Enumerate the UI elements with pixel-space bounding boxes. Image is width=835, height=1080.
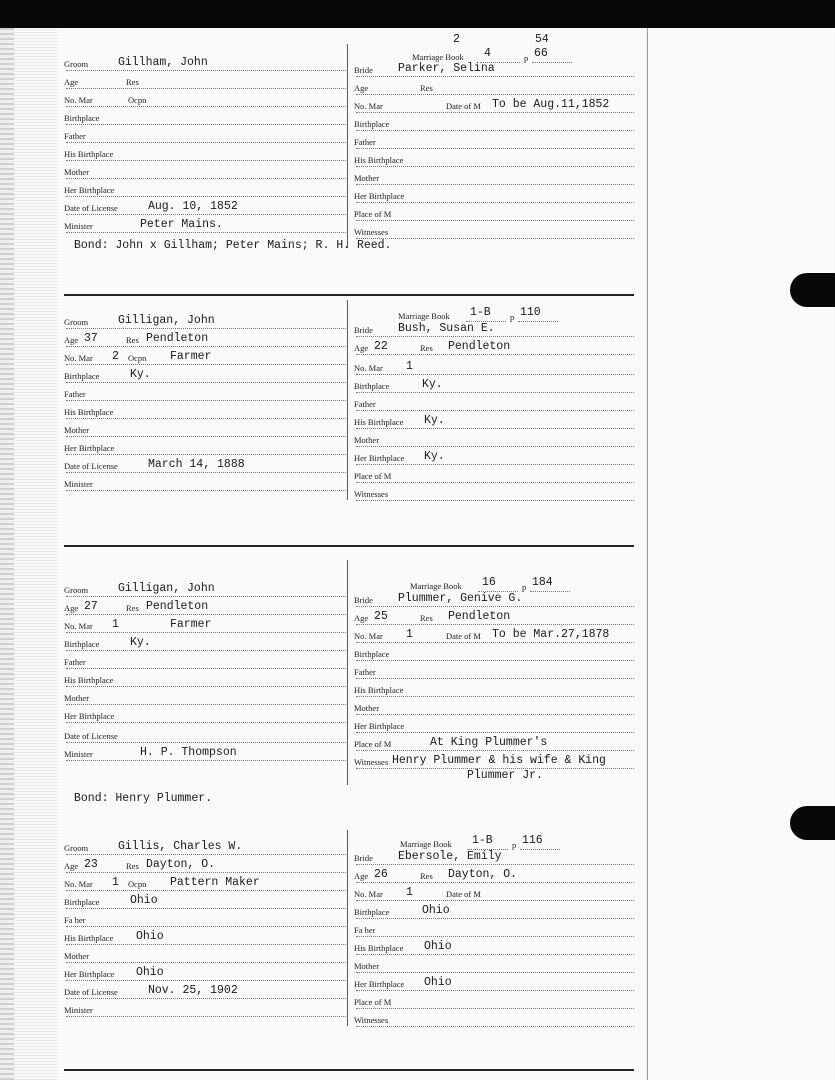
groom-father-label: Father [64, 131, 86, 141]
bride-father-line [356, 936, 634, 937]
place-of-m-label: Place of M [354, 739, 392, 749]
groom-ocpn-label: Ocpn [128, 879, 147, 889]
date-of-license: Nov. 25, 1902 [148, 984, 238, 997]
groom-father-line [66, 400, 346, 401]
groom-res-label: Res [126, 77, 139, 87]
place-of-m-line [356, 750, 634, 751]
date-of-m-label: Date of M [446, 101, 481, 111]
marriage-book-page: 184 [532, 576, 553, 589]
bride-his-birthplace: Ky. [424, 414, 445, 427]
scan-left-edge [0, 28, 14, 1080]
book-superscript: 2 [453, 33, 460, 46]
bride-name: Parker, Selina [398, 62, 495, 75]
bride-no-mar-label: No. Mar [354, 889, 383, 899]
groom-line [66, 70, 346, 71]
witnesses-label: Witnesses [354, 1015, 389, 1025]
date-of-license-line [66, 998, 346, 999]
groom-age-line [66, 88, 346, 89]
groom-name: Gilligan, John [118, 582, 215, 595]
groom-ocpn-label: Ocpn [128, 95, 147, 105]
groom-birthplace-label: Birthplace [64, 371, 100, 381]
bride-his-birthplace-label: His Birthplace [354, 155, 404, 165]
bride-father-label: Father [354, 137, 376, 147]
groom-her-birthplace-label: Her Birthplace [64, 711, 115, 721]
bottom-record-divider [64, 1069, 634, 1071]
bride-his-birthplace: Ohio [424, 940, 452, 953]
minister-label: Minister [64, 221, 93, 231]
groom-line [66, 854, 346, 855]
page-label: p [524, 53, 529, 63]
page-label: p [512, 840, 517, 850]
groom-name: Gillham, John [118, 56, 208, 69]
groom-father-line [66, 142, 346, 143]
bride-age-line [356, 624, 634, 625]
groom-mother-label: Mother [64, 693, 90, 703]
groom-no-mar: 2 [112, 350, 119, 363]
witnesses-continued: Plummer Jr. [467, 769, 543, 782]
groom-birthplace-line [66, 382, 346, 383]
bride-father-line [356, 410, 634, 411]
groom-her-birthplace: Ohio [136, 966, 164, 979]
bride-name: Ebersole, Emily [398, 850, 502, 863]
minister-label: Minister [64, 749, 93, 759]
bride-his-birthplace-line [356, 166, 634, 167]
groom-residence: Pendleton [146, 600, 209, 613]
bride-residence: Pendleton [448, 610, 511, 623]
bride-father-line [356, 148, 634, 149]
bride-label: Bride [354, 853, 373, 863]
place-of-m-line [356, 220, 634, 221]
bride-res-label: Res [420, 613, 433, 623]
groom-age-line [66, 872, 346, 873]
place-of-m-label: Place of M [354, 209, 392, 219]
bride-birthplace-label: Birthplace [354, 907, 390, 917]
witnesses-line [356, 500, 634, 501]
bride-no-mar: 1 [406, 886, 413, 899]
bride-res-label: Res [420, 83, 433, 93]
punch-hole-top [790, 273, 835, 307]
groom-her-birthplace-line [66, 196, 346, 197]
punch-hole-bottom [790, 806, 835, 840]
bride-no-mar-line [356, 374, 634, 375]
groom-father-line [66, 926, 346, 927]
bride-his-birthplace-label: His Birthplace [354, 943, 404, 953]
groom-her-birthplace-line [66, 454, 346, 455]
bond-note: Bond: John x Gillham; Peter Mains; R. H. Reed. [74, 239, 392, 252]
bride-age-line [356, 94, 634, 95]
bride-line [356, 76, 634, 77]
bride-no-mar: 1 [406, 628, 413, 641]
index-card-sheet [14, 28, 835, 1080]
groom-age: 27 [84, 600, 98, 613]
minister-name: Peter Mains. [140, 218, 223, 231]
groom-name: Gilligan, John [118, 314, 215, 327]
groom-father-label: Father [64, 657, 86, 667]
groom-his-birthplace-line [66, 944, 346, 945]
bride-her-birthplace-label: Her Birthplace [354, 453, 405, 463]
groom-mother-line [66, 704, 346, 705]
marriage-book-number: 1-B [470, 306, 491, 319]
groom-occupation: Farmer [170, 618, 212, 631]
groom-birthplace-line [66, 908, 346, 909]
groom-her-birthplace-label: Her Birthplace [64, 969, 115, 979]
groom-father-label: Father [64, 389, 86, 399]
page-label: p [510, 312, 515, 322]
groom-label: Groom [64, 317, 89, 327]
page-line [532, 62, 572, 63]
bride-her-birthplace: Ohio [424, 976, 452, 989]
groom-birthplace-label: Birthplace [64, 897, 100, 907]
place-of-m-label: Place of M [354, 997, 392, 1007]
bride-label: Bride [354, 65, 373, 75]
groom-ocpn-label: Ocpn [128, 353, 147, 363]
groom-birthplace: Ohio [130, 894, 158, 907]
bond-note: Bond: Henry Plummer. [74, 792, 213, 805]
groom-his-birthplace-label: His Birthplace [64, 407, 114, 417]
groom-no-mar-line [66, 106, 346, 107]
bride-mother-line [356, 972, 634, 973]
minister-line [66, 232, 346, 233]
sheet-fold-line [647, 28, 648, 1080]
groom-mother-line [66, 962, 346, 963]
groom-father-label: Fa her [64, 915, 86, 925]
date-of-license-label: Date of License [64, 461, 118, 471]
bride-birthplace-label: Birthplace [354, 381, 390, 391]
bride-mother-label: Mother [354, 703, 380, 713]
bride-birthplace-label: Birthplace [354, 649, 390, 659]
record-column-divider [347, 300, 348, 500]
groom-line [66, 596, 346, 597]
groom-res-label: Res [126, 861, 139, 871]
groom-her-birthplace-line [66, 980, 346, 981]
bride-birthplace-label: Birthplace [354, 119, 390, 129]
witnesses-label: Witnesses [354, 227, 389, 237]
witnesses-line [356, 238, 634, 239]
witnesses-line [356, 1026, 634, 1027]
minister-name: H. P. Thompson [140, 746, 237, 759]
bride-res-label: Res [420, 343, 433, 353]
bride-birthplace-line [356, 130, 634, 131]
groom-mother-line [66, 178, 346, 179]
place-of-m-label: Place of M [354, 471, 392, 481]
groom-his-birthplace-label: His Birthplace [64, 149, 114, 159]
groom-his-birthplace-label: His Birthplace [64, 675, 114, 685]
groom-no-mar-label: No. Mar [64, 95, 93, 105]
groom-residence: Pendleton [146, 332, 209, 345]
date-of-license-label: Date of License [64, 731, 118, 741]
groom-no-mar-line [66, 890, 346, 891]
bride-age: 26 [374, 868, 388, 881]
bride-father-label: Father [354, 399, 376, 409]
bride-age-label: Age [354, 871, 369, 881]
bride-birthplace-line [356, 918, 634, 919]
place-of-m-line [356, 482, 634, 483]
bride-birthplace: Ky. [422, 378, 443, 391]
groom-res-label: Res [126, 603, 139, 613]
record-column-divider [347, 560, 348, 785]
bride-line [356, 606, 634, 607]
date-of-license-line [66, 472, 346, 473]
groom-father-line [66, 668, 346, 669]
witnesses-label: Witnesses [354, 757, 389, 767]
bride-res-label: Res [420, 871, 433, 881]
bride-mother-line [356, 184, 634, 185]
minister-label: Minister [64, 479, 93, 489]
groom-his-birthplace-line [66, 686, 346, 687]
bride-age-label: Age [354, 613, 369, 623]
date-of-license-line [66, 214, 346, 215]
marriage-book-label: Marriage Book [398, 311, 450, 321]
date-of-license-label: Date of License [64, 987, 118, 997]
date-of-m-label: Date of M [446, 889, 481, 899]
groom-his-birthplace-label: His Birthplace [64, 933, 114, 943]
marriage-book-number: 4 [484, 47, 491, 60]
groom-mother-label: Mother [64, 425, 90, 435]
groom-birthplace-label: Birthplace [64, 113, 100, 123]
bride-mother-line [356, 446, 634, 447]
page-line [518, 321, 558, 322]
bride-her-birthplace-line [356, 732, 634, 733]
witnesses-label: Witnesses [354, 489, 389, 499]
groom-age-line [66, 614, 346, 615]
groom-his-birthplace: Ohio [136, 930, 164, 943]
bride-no-mar-label: No. Mar [354, 631, 383, 641]
place-of-marriage: At King Plummer's [430, 736, 548, 749]
minister-line [66, 760, 346, 761]
groom-mother-label: Mother [64, 951, 90, 961]
bride-age-line [356, 882, 634, 883]
groom-line [66, 328, 346, 329]
record-divider [64, 294, 634, 296]
bride-residence: Pendleton [448, 340, 511, 353]
minister-line [66, 1016, 346, 1017]
marriage-book-page: 66 [534, 47, 548, 60]
groom-no-mar-label: No. Mar [64, 879, 93, 889]
bride-no-mar-label: No. Mar [354, 101, 383, 111]
groom-her-birthplace-label: Her Birthplace [64, 443, 115, 453]
bride-father-line [356, 678, 634, 679]
groom-no-mar-line [66, 632, 346, 633]
bride-father-label: Fa her [354, 925, 376, 935]
bride-line [356, 336, 634, 337]
bride-label: Bride [354, 325, 373, 335]
bride-her-birthplace-label: Her Birthplace [354, 191, 405, 201]
groom-no-mar: 1 [112, 618, 119, 631]
bride-mother-line [356, 714, 634, 715]
groom-age-label: Age [64, 335, 79, 345]
record-column-divider [347, 830, 348, 1026]
groom-age: 23 [84, 858, 98, 871]
groom-mother-line [66, 436, 346, 437]
minister-label: Minister [64, 1005, 93, 1015]
groom-label: Groom [64, 843, 89, 853]
date-of-m-label: Date of M [446, 631, 481, 641]
groom-age-label: Age [64, 77, 79, 87]
bride-his-birthplace-line [356, 696, 634, 697]
witnesses: Henry Plummer & his wife & King [392, 754, 606, 767]
groom-label: Groom [64, 59, 89, 69]
groom-label: Groom [64, 585, 89, 595]
bride-his-birthplace-label: His Birthplace [354, 417, 404, 427]
groom-birthplace-line [66, 124, 346, 125]
bride-her-birthplace: Ky. [424, 450, 445, 463]
bride-line [356, 864, 634, 865]
bride-birthplace-line [356, 660, 634, 661]
scan-top-border [0, 0, 835, 28]
groom-occupation: Farmer [170, 350, 212, 363]
groom-age: 37 [84, 332, 98, 345]
marriage-book-page: 110 [520, 306, 541, 319]
bride-no-mar-line [356, 900, 634, 901]
date-of-marriage: To be Aug.11,1852 [492, 98, 610, 111]
page-label: p [522, 582, 527, 592]
groom-no-mar: 1 [112, 876, 119, 889]
groom-age-line [66, 346, 346, 347]
date-of-license-label: Date of License [64, 203, 118, 213]
groom-no-mar-label: No. Mar [64, 621, 93, 631]
groom-his-birthplace-line [66, 160, 346, 161]
date-of-license-line [66, 742, 346, 743]
marriage-book-label: Marriage Book [412, 52, 464, 62]
place-of-m-line [356, 1008, 634, 1009]
bride-age-label: Age [354, 83, 369, 93]
bride-her-birthplace-line [356, 990, 634, 991]
date-of-license: Aug. 10, 1852 [148, 200, 238, 213]
page-line [530, 591, 570, 592]
groom-his-birthplace-line [66, 418, 346, 419]
groom-birthplace: Ky. [130, 368, 151, 381]
page-superscript: 54 [535, 33, 549, 46]
groom-no-mar-label: No. Mar [64, 353, 93, 363]
date-of-license: March 14, 1888 [148, 458, 245, 471]
groom-age-label: Age [64, 603, 79, 613]
record-column-divider [347, 44, 348, 248]
groom-name: Gillis, Charles W. [118, 840, 243, 853]
page-line [520, 849, 560, 850]
bride-name: Bush, Susan E. [398, 322, 495, 335]
bride-her-birthplace-line [356, 464, 634, 465]
marriage-book-number: 1-B [472, 834, 493, 847]
bride-mother-label: Mother [354, 435, 380, 445]
groom-birthplace-line [66, 650, 346, 651]
marriage-book-label: Marriage Book [400, 839, 452, 849]
bride-no-mar-label: No. Mar [354, 363, 383, 373]
bride-father-label: Father [354, 667, 376, 677]
date-of-marriage: To be Mar.27,1878 [492, 628, 610, 641]
bride-no-mar: 1 [406, 360, 413, 373]
groom-birthplace: Ky. [130, 636, 151, 649]
bride-birthplace: Ohio [422, 904, 450, 917]
groom-birthplace-label: Birthplace [64, 639, 100, 649]
bride-mother-label: Mother [354, 173, 380, 183]
bride-his-birthplace-label: His Birthplace [354, 685, 404, 695]
bride-no-mar-line [356, 112, 634, 113]
binding-shadow [14, 28, 58, 1080]
groom-no-mar-line [66, 364, 346, 365]
bride-age: 25 [374, 610, 388, 623]
groom-mother-label: Mother [64, 167, 90, 177]
groom-her-birthplace-line [66, 722, 346, 723]
groom-occupation: Pattern Maker [170, 876, 260, 889]
bride-her-birthplace-label: Her Birthplace [354, 721, 405, 731]
bride-her-birthplace-line [356, 202, 634, 203]
groom-residence: Dayton, O. [146, 858, 216, 871]
bride-his-birthplace-line [356, 954, 634, 955]
record-divider [64, 545, 634, 547]
bride-age: 22 [374, 340, 388, 353]
marriage-book-label: Marriage Book [410, 581, 462, 591]
bride-her-birthplace-label: Her Birthplace [354, 979, 405, 989]
bride-birthplace-line [356, 392, 634, 393]
bride-no-mar-line [356, 642, 634, 643]
bride-residence: Dayton, O. [448, 868, 518, 881]
bride-label: Bride [354, 595, 373, 605]
marriage-book-number: 16 [482, 576, 496, 589]
bride-name: Plummer, Genive G. [398, 592, 523, 605]
groom-age-label: Age [64, 861, 79, 871]
groom-her-birthplace-label: Her Birthplace [64, 185, 115, 195]
marriage-book-page: 116 [522, 834, 543, 847]
bride-mother-label: Mother [354, 961, 380, 971]
groom-res-label: Res [126, 335, 139, 345]
bride-age-label: Age [354, 343, 369, 353]
bride-his-birthplace-line [356, 428, 634, 429]
bride-age-line [356, 354, 634, 355]
minister-line [66, 490, 346, 491]
